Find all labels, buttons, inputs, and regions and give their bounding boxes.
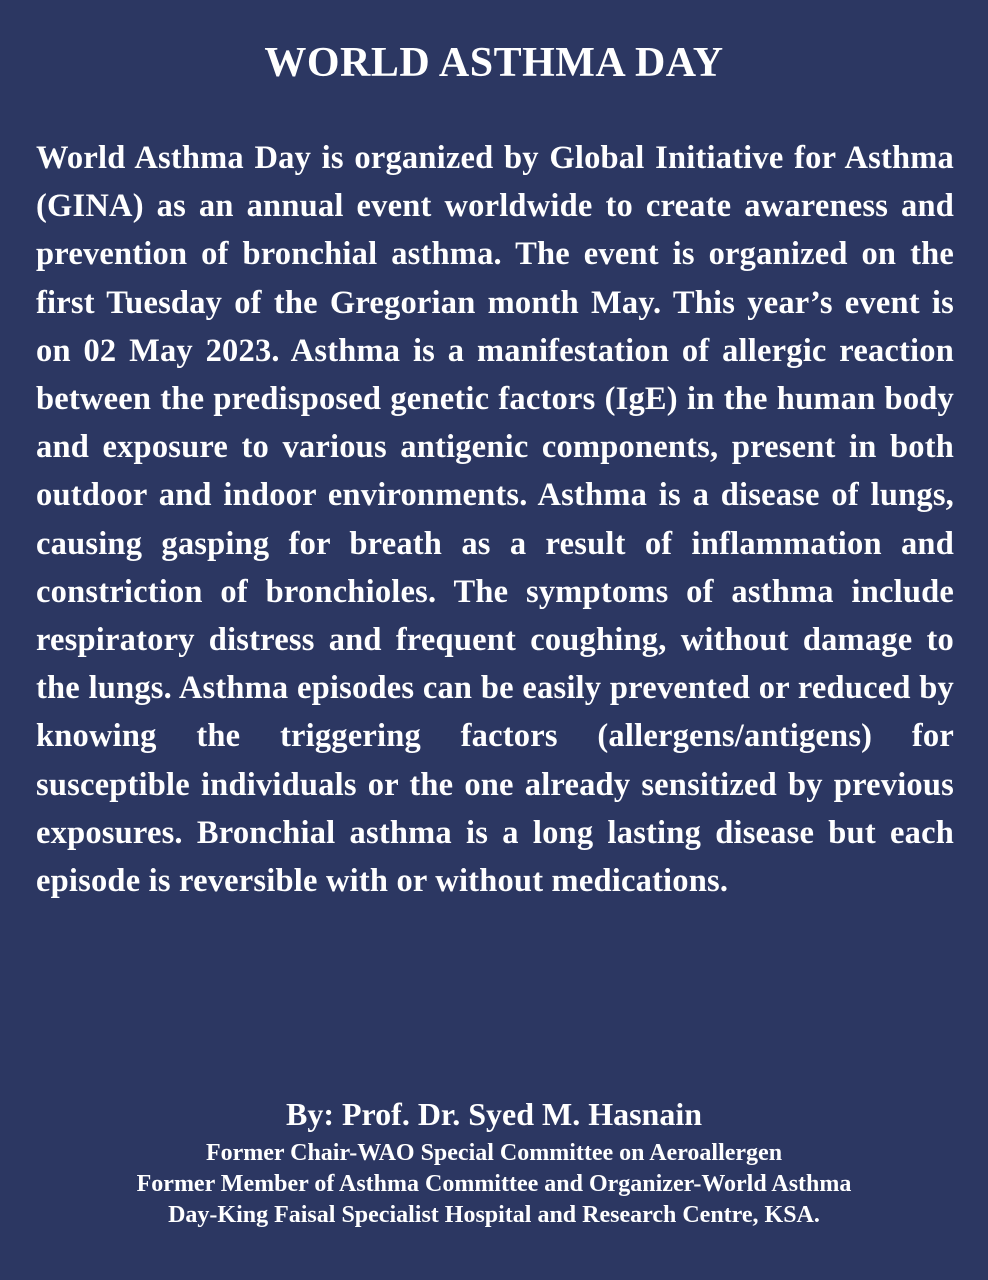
body-paragraph: World Asthma Day is organized by Global Initiative for Asthma (GINA) as an annual event worldwide to create awareness and prevention of bronchial asthma. The event is organized on the first Tuesday of the Gregorian month May. This year’s event is on 02 May 2023. Asthma is a manifestation of allergic reaction between the predisposed genetic factors (IgE) in the human body and exposure to various antigenic components, present in both outdoor and indoor environments. Asthma is a disease of lungs, causing gasping for breath as a result of inflammation and constriction of bronchioles. The symptoms of asthma include respiratory distress and frequent coughing, without damage to the lungs. Asthma episodes can be easily prevented or reduced by knowing the triggering factors (allergens/antigens) for susceptible individuals or the one already sensitized by previous exposures. Bronchial asthma is a long lasting disease but each episode is reversible with or without medications. [36,140,954,900]
credential-line: Former Chair-WAO Special Committee on Aeroallergen [205,1140,783,1166]
author-line: By: Prof. Dr. Syed M. Hasnain [285,1096,703,1132]
credential-line: Day-King Faisal Specialist Hospital and Research Centre, KSA. [168,1202,820,1228]
credential-line: Former Member of Asthma Committee and Organizer-World Asthma [136,1171,852,1197]
page-title: WORLD ASTHMA DAY [264,40,724,86]
author-credentials [0,1138,988,1231]
